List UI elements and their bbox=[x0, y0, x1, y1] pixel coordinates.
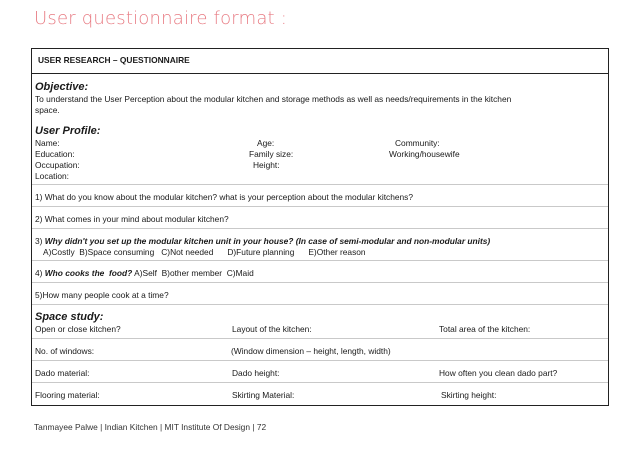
divider bbox=[32, 360, 608, 361]
question-3-text: Why didn't you set up the modular kitchen unit in your house? (In case of semi-modular and non-modular units) bbox=[44, 236, 491, 246]
dado-cleaning-label: How often you clean dado part? bbox=[439, 368, 558, 378]
question-3-number: 3) bbox=[35, 236, 45, 246]
flooring-material-label: Flooring material: bbox=[35, 390, 100, 400]
height-label: Height: bbox=[253, 160, 280, 170]
divider bbox=[32, 260, 608, 261]
question-4 bbox=[35, 268, 254, 278]
window-dimension-label: (Window dimension – height, length, width) bbox=[231, 346, 391, 356]
question-2: 2) What comes in your mind about modular kitchen? bbox=[35, 214, 229, 224]
divider bbox=[32, 282, 608, 283]
working-housewife-label: Working/housewife bbox=[389, 149, 460, 159]
question-3 bbox=[35, 236, 490, 246]
dado-material-label: Dado material: bbox=[35, 368, 90, 378]
divider bbox=[32, 304, 608, 305]
question-1: 1) What do you know about the modular kitchen? what is your perception about the modular kitchens? bbox=[35, 192, 414, 202]
question-4-text: Who cooks the food? bbox=[44, 268, 133, 278]
user-profile-heading: User Profile: bbox=[35, 125, 101, 137]
questionnaire-title: USER RESEARCH – QUESTIONNAIRE bbox=[38, 55, 190, 65]
space-study-heading: Space study: bbox=[35, 311, 104, 323]
divider bbox=[32, 184, 608, 185]
page-heading: User questionnaire format : bbox=[34, 8, 287, 29]
question-4-number: 4) bbox=[35, 268, 45, 278]
name-label: Name: bbox=[35, 138, 60, 148]
education-label: Education: bbox=[35, 149, 75, 159]
community-label: Community: bbox=[395, 138, 440, 148]
divider bbox=[32, 382, 608, 383]
location-label: Location: bbox=[35, 171, 69, 181]
question-3-options: A)Costly B)Space consuming C)Not needed D)Future planning E)Other reason bbox=[43, 247, 366, 257]
question-4-options: A)Self B)other member C)Maid bbox=[132, 268, 254, 278]
skirting-material-label: Skirting Material: bbox=[232, 390, 295, 400]
question-5: 5)How many people cook at a time? bbox=[35, 290, 169, 300]
divider bbox=[32, 206, 608, 207]
objective-text-line1: To understand the User Perception about the modular kitchen and storage methods as well as needs/requirements in the kitchen bbox=[35, 94, 512, 104]
objective-text-line2: space. bbox=[35, 105, 60, 115]
occupation-label: Occupation: bbox=[35, 160, 80, 170]
windows-count-label: No. of windows: bbox=[35, 346, 95, 356]
kitchen-layout-label: Layout of the kitchen: bbox=[232, 324, 312, 334]
skirting-height-label: Skirting height: bbox=[441, 390, 497, 400]
questionnaire-box bbox=[31, 48, 609, 406]
page-footer: Tanmayee Palwe | Indian Kitchen | MIT Institute Of Design | 72 bbox=[34, 422, 267, 432]
total-area-label: Total area of the kitchen: bbox=[439, 324, 531, 334]
objective-heading: Objective: bbox=[35, 81, 89, 93]
dado-height-label: Dado height: bbox=[232, 368, 280, 378]
family-size-label: Family size: bbox=[249, 149, 294, 159]
age-label: Age: bbox=[257, 138, 275, 148]
divider bbox=[32, 228, 608, 229]
questionnaire-header bbox=[32, 49, 608, 74]
divider bbox=[32, 338, 608, 339]
open-close-kitchen-label: Open or close kitchen? bbox=[35, 324, 121, 334]
